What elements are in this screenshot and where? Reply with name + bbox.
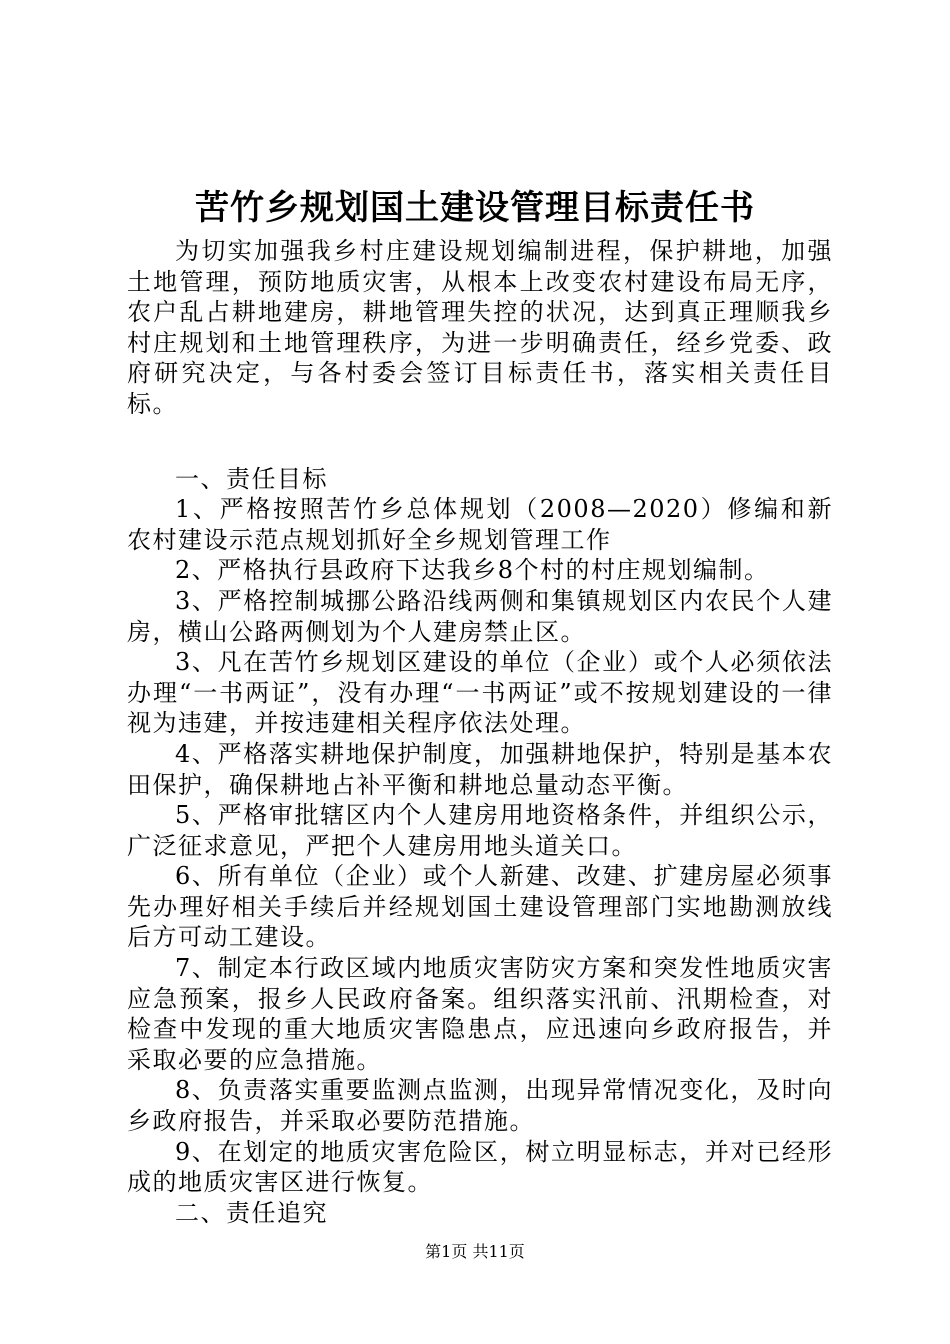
goal-item: 7、制定本行政区域内地质灾害防灾方案和突发性地质灾害应急预案，报乡人民政府备案。组织落实汛前、汛期检查，对检查中发现的重大地质灾害隐患点，应迅速向乡政府报告，并采取必要的应急措施。 — [127, 954, 833, 1074]
goal-item: 8、负责落实重要监测点监测，出现异常情况变化，及时向乡政府报告，并采取必要防范措施。 — [127, 1076, 833, 1136]
intro-paragraph: 为切实加强我乡村庄建设规划编制进程，保护耕地，加强土地管理，预防地质灾害，从根本上改变农村建设布局无序，农户乱占耕地建房，耕地管理失控的状况，达到真正理顺我乡村庄规划和土地管理秩序，为进一步明确责任，经乡党委、政府研究决定，与各村委会签订目标责任书，落实相关责任目标。 — [127, 237, 833, 418]
goal-item: 6、所有单位（企业）或个人新建、改建、扩建房屋必须事先办理好相关手续后并经规划国土建设管理部门实地勘测放线后方可动工建设。 — [127, 862, 833, 952]
goal-item: 5、严格审批辖区内个人建房用地资格条件，并组织公示，广泛征求意见，严把个人建房用地头道关口。 — [127, 801, 833, 860]
document-title: 苦竹乡规划国土建设管理目标责任书 — [195, 188, 755, 228]
goal-item: 3、凡在苦竹乡规划区建设的单位（企业）或个人必须依法办理“一书两证”，没有办理“一书两证”或不按规划建设的一律视为违建，并按违建相关程序依法处理。 — [127, 648, 833, 738]
goal-item: 2、严格执行县政府下达我乡8个村的村庄规划编制。 — [175, 556, 770, 585]
goal-item: 9、在划定的地质灾害危险区，树立明显标志，并对已经形成的地质灾害区进行恢复。 — [127, 1137, 833, 1197]
page-number-footer: 第1页 共11页 — [425, 1242, 525, 1261]
goal-item: 3、严格控制城挪公路沿线两侧和集镇规划区内农民个人建房，横山公路两侧划为个人建房禁止区。 — [127, 586, 833, 646]
goal-item: 4、严格落实耕地保护制度，加强耕地保护，特别是基本农田保护，确保耕地占补平衡和耕地总量动态平衡。 — [127, 739, 833, 799]
document-body — [127, 236, 833, 1228]
paragraph-spacer — [127, 420, 833, 464]
goal-item: 1、严格按照苦竹乡总体规划（2008—2020）修编和新农村建设示范点规划抓好全乡规划管理工作 — [127, 495, 833, 554]
section-heading-accountability: 二、责任追究 — [175, 1198, 328, 1227]
section-heading-responsibility-goals: 一、责任目标 — [175, 464, 328, 493]
